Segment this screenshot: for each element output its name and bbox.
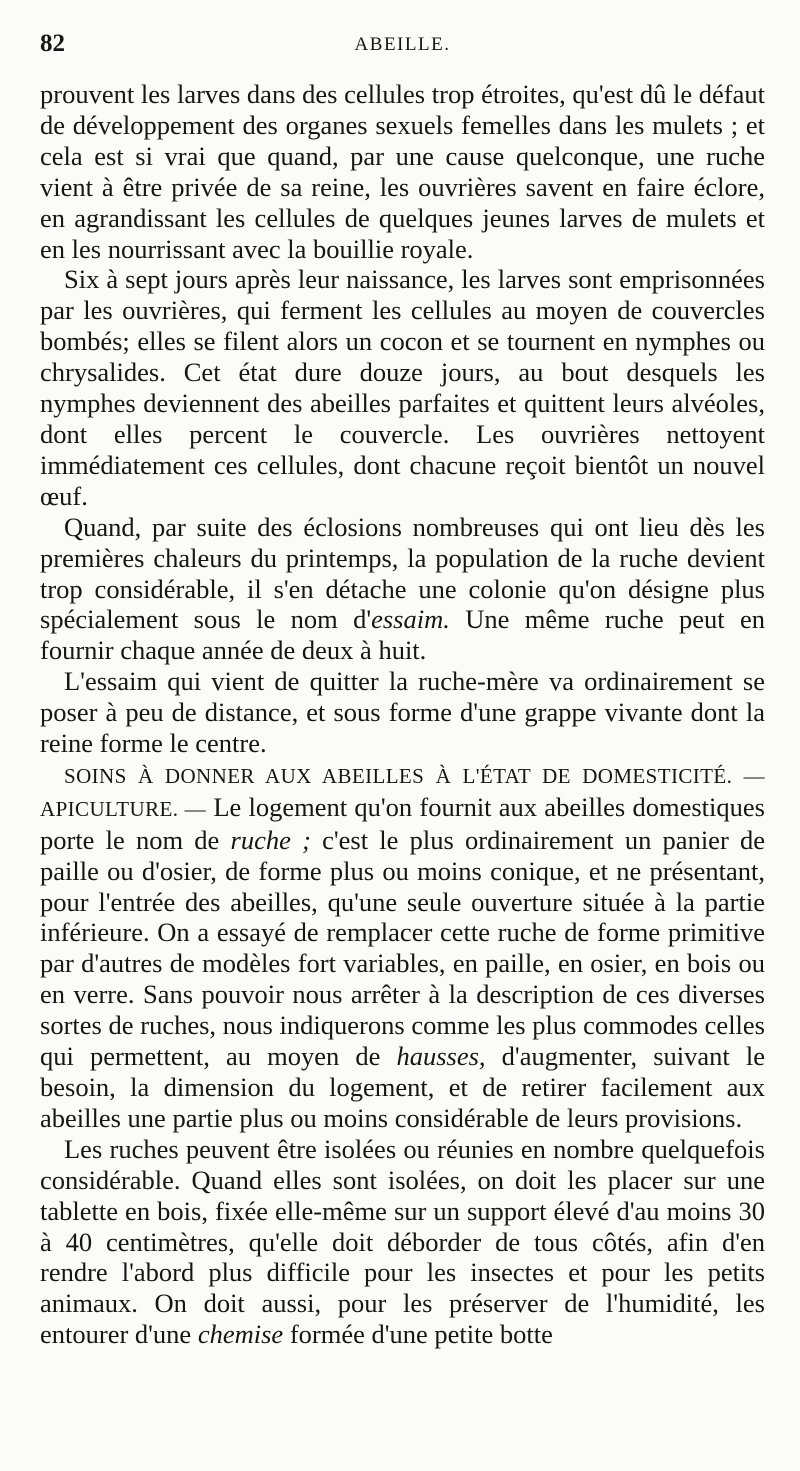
paragraph-5-text-before: Le logement qu'on fournit aux abeilles domestiques porte le nom de xyxy=(40,791,765,855)
paragraph-1 xyxy=(40,79,765,264)
paragraph-6 xyxy=(40,1134,765,1350)
paragraph-6-italic-term: chemise xyxy=(197,1319,284,1350)
paragraph-5 xyxy=(40,759,765,1134)
paragraph-3-text-after: Une même ruche peut en fournir chaque année de deux à huit. xyxy=(40,604,765,666)
paragraph-2 xyxy=(40,264,765,511)
page-header xyxy=(40,30,765,64)
paragraph-3-text-before: Quand, par suite des éclosions nombreuses qui ont lieu dès les premières chaleurs du printemps, la population de la ruche devient trop considérable, il s'en détache une colonie qu'on désigne plus spécialement sous le nom d' xyxy=(40,511,765,635)
paragraph-4 xyxy=(40,666,765,759)
paragraph-3-italic-term: essaim. xyxy=(371,604,450,635)
body-text xyxy=(40,79,765,1350)
paragraph-2-text: Six à sept jours après leur naissance, les larves sont emprisonnées par les ouvrières, qui ferment les cellules au moyen de couvercles bombés; elles se filent alors un cocon et se tournent en nymphes ou chrysalides. Cet état dure douze jours, au bout desquels les nymphes deviennent des abeilles parfaites et quittent leurs alvéoles, dont elles percent le couvercle. Les ouvrières nettoyent immédiatement ces cellules, dont chacune reçoit bientôt un nouvel œuf. xyxy=(40,264,765,511)
paragraph-5-text-after: d'augmenter, suivant le besoin, la dimension du logement, et de retirer facilement aux abeilles une partie plus ou moins considérable de leurs provisions. xyxy=(40,1041,765,1133)
paragraph-5-italic-term-2: hausses, xyxy=(396,1041,486,1072)
page-number: 82 xyxy=(40,30,65,57)
paragraph-6-text-after: formée d'une petite botte xyxy=(283,1319,553,1350)
paragraph-6-text-before: Les ruches peuvent être isolées ou réunies en nombre quelquefois considérable. Quand elles sont isolées, on doit les placer sur une tablette en bois, fixée elle-même sur un support élevé d'au moins 30 à 40 centimètres, qu'elle doit déborder de tous côtés, afin d'en rendre l'abord plus difficile pour les insectes et pour les petits animaux. On doit aussi, pour les préserver de l'humidité, les entourer d'une xyxy=(40,1133,765,1350)
paragraph-5-italic-term: ruche ; xyxy=(230,824,311,855)
section-heading: SOINS À DONNER AUX ABEILLES À L'ÉTAT DE DOMESTICITÉ. — APICULTURE. — xyxy=(40,763,765,821)
paragraph-4-text: L'essaim qui vient de quitter la ruche-mère va ordinairement se poser à peu de distance, et sous forme d'une grappe vivante dont la reine forme le centre. xyxy=(40,666,765,759)
paragraph-1-text: prouvent les larves dans des cellules trop étroites, qu'est dû le défaut de développement des organes sexuels femelles dans les mulets ; et cela est si vrai que quand, par une cause quelconque, une ruche vient à être privée de sa reine, les ouvrières savent en faire éclore, en agrandissant les cellules de quelques jeunes larves de mulets et en les nourrissant avec la bouillie royale. xyxy=(40,79,765,264)
paragraph-5-text-middle: c'est le plus ordinairement un panier de paille ou d'osier, de forme plus ou moins conique, et ne présentant, pour l'entrée des abeilles, qu'une seule ouverture située à la partie inférieure. On a essayé de remplacer cette ruche de forme primitive par d'autres de modèles fort variables, en paille, en osier, en bois ou en verre. Sans pouvoir nous arrêter à la description de ces diverses sortes de ruches, nous indiquerons comme les plus commodes celles qui permettent, au moyen de xyxy=(40,824,765,1072)
running-head: ABEILLE. xyxy=(354,34,451,55)
paragraph-3 xyxy=(40,512,765,667)
